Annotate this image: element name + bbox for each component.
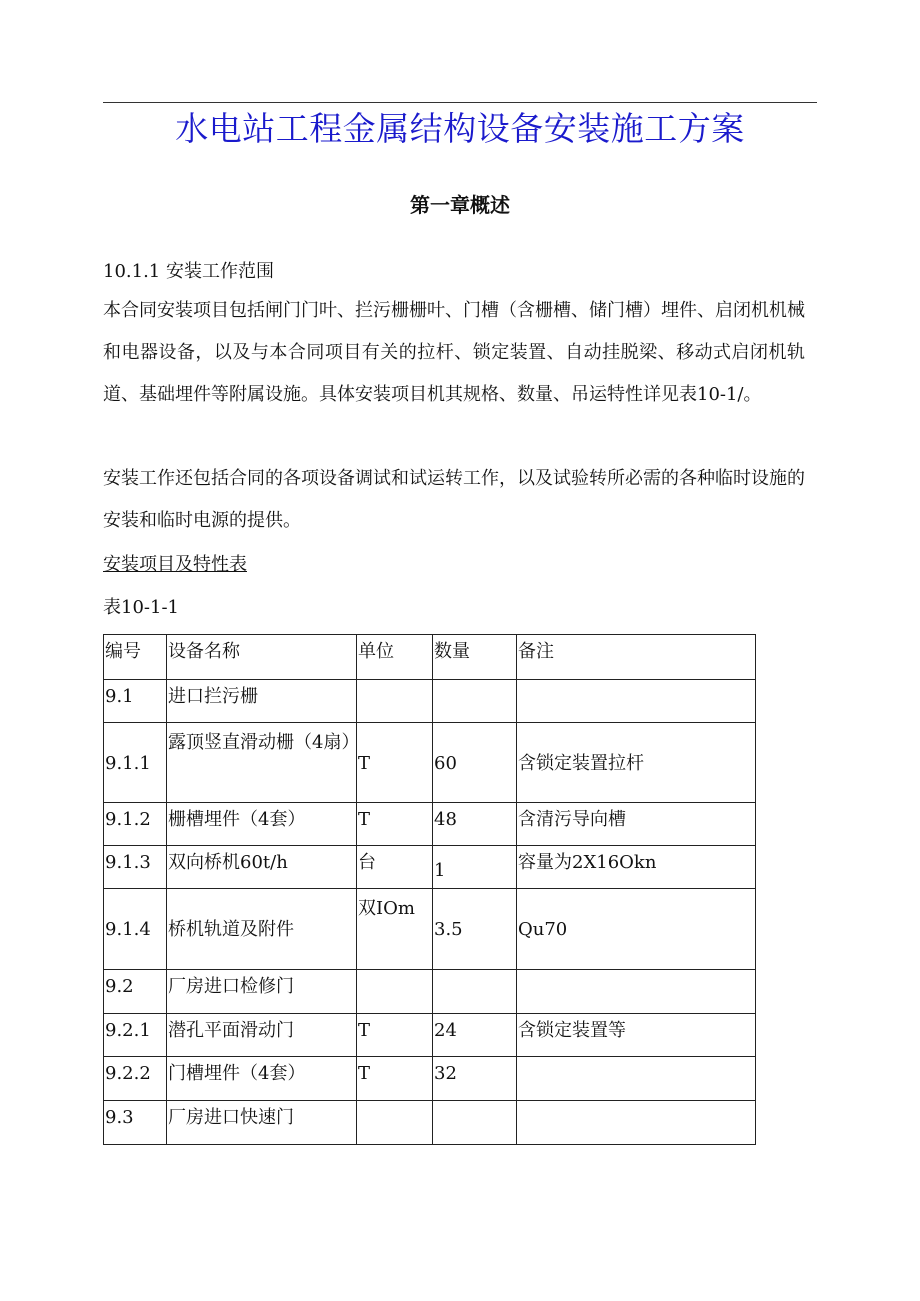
cell-unit [357,1101,433,1145]
cell-quantity: 48 [433,803,517,846]
cell-number: 9.1.1 [104,723,167,803]
cell-unit: 双IOm [357,889,433,970]
cell-remarks: Qu70 [517,889,756,970]
cell-number: 9.1.2 [104,803,167,846]
cell-quantity: 60 [433,723,517,803]
cell-remarks: 容量为2X16Okn [517,846,756,889]
cell-number: 9.2 [104,970,167,1014]
cell-remarks: 含清污导向槽 [517,803,756,846]
header-cell-name: 设备名称 [167,635,357,680]
cell-name: 厂房进口检修门 [167,970,357,1014]
header-cell-number: 编号 [104,635,167,680]
header-cell-remarks: 备注 [517,635,756,680]
cell-number: 9.2.2 [104,1057,167,1101]
cell-unit: T [357,1014,433,1057]
section-heading: 10.1.1 安装工作范围 [103,261,274,282]
cell-name: 门槽埋件（4套） [167,1057,357,1101]
table-row [104,1057,756,1101]
table-caption: 表10-1-1 [103,597,179,618]
cell-quantity: 24 [433,1014,517,1057]
cell-unit [357,970,433,1014]
cell-remarks: 含锁定装置等 [517,1014,756,1057]
cell-quantity [433,846,517,889]
cell-unit: T [357,723,433,803]
cell-remarks: 含锁定装置拉杆 [517,723,756,803]
cell-remarks [517,1101,756,1145]
cell-name: 进口拦污栅 [167,680,357,723]
spec-table-link[interactable]: 安装项目及特性表 [103,554,247,575]
cell-unit: T [357,803,433,846]
cell-name: 双向桥机60t/h [167,846,357,889]
header-cell-quantity: 数量 [433,635,517,680]
cell-remarks [517,970,756,1014]
header-rule [103,102,817,103]
cell-number: 9.1 [104,680,167,723]
cell-quantity [433,970,517,1014]
cell-unit [357,680,433,723]
cell-number: 9.2.1 [104,1014,167,1057]
table-row [104,680,756,723]
cell-remarks [517,1057,756,1101]
table-row [104,1014,756,1057]
table-header-row [104,635,756,680]
table-row [104,846,756,889]
cell-name: 潜孔平面滑动门 [167,1014,357,1057]
cell-number: 9.1.3 [104,846,167,889]
table-row [104,970,756,1014]
cell-name: 桥机轨道及附件 [167,889,357,970]
cell-number: 9.1.4 [104,889,167,970]
table-row [104,1101,756,1145]
scope-paragraph: 本合同安装项目包括闸门门叶、拦污栅栅叶、门槽（含栅槽、储门槽）埋件、启闭机机械和电器设备，以及与本合同项目有关的拉杆、锁定装置、自动挂脱梁、移动式启闭机轨道、基础埋件等附属设施。具体安装项目机其规格、数量、吊运特性详见表10-1/。 [103,300,805,405]
header-cell-unit: 单位 [357,635,433,680]
cell-quantity [433,1101,517,1145]
cell-unit: T [357,1057,433,1101]
table-row [104,723,756,803]
cell-name: 厂房进口快速门 [167,1101,357,1145]
installation-spec-table [103,634,756,1145]
cell-name: 露顶竖直滑动栅（4扇） [167,723,357,803]
table-row [104,803,756,846]
cell-quantity [433,680,517,723]
table-row [104,889,756,970]
cell-quantity: 32 [433,1057,517,1101]
cell-quantity: 3.5 [433,889,517,970]
cell-quantity-value: 1 [434,860,446,881]
chapter-heading: 第一章概述 [410,193,510,217]
cell-unit: 台 [357,846,433,889]
cell-number: 9.3 [104,1101,167,1145]
cell-remarks [517,680,756,723]
cell-name: 栅槽埋件（4套） [167,803,357,846]
document-title: 水电站工程金属结构设备安装施工方案 [175,109,745,148]
testing-paragraph: 安装工作还包括合同的各项设备调试和试运转工作，以及试验转所必需的各种临时设施的安装和临时电源的提供。 [103,468,805,531]
